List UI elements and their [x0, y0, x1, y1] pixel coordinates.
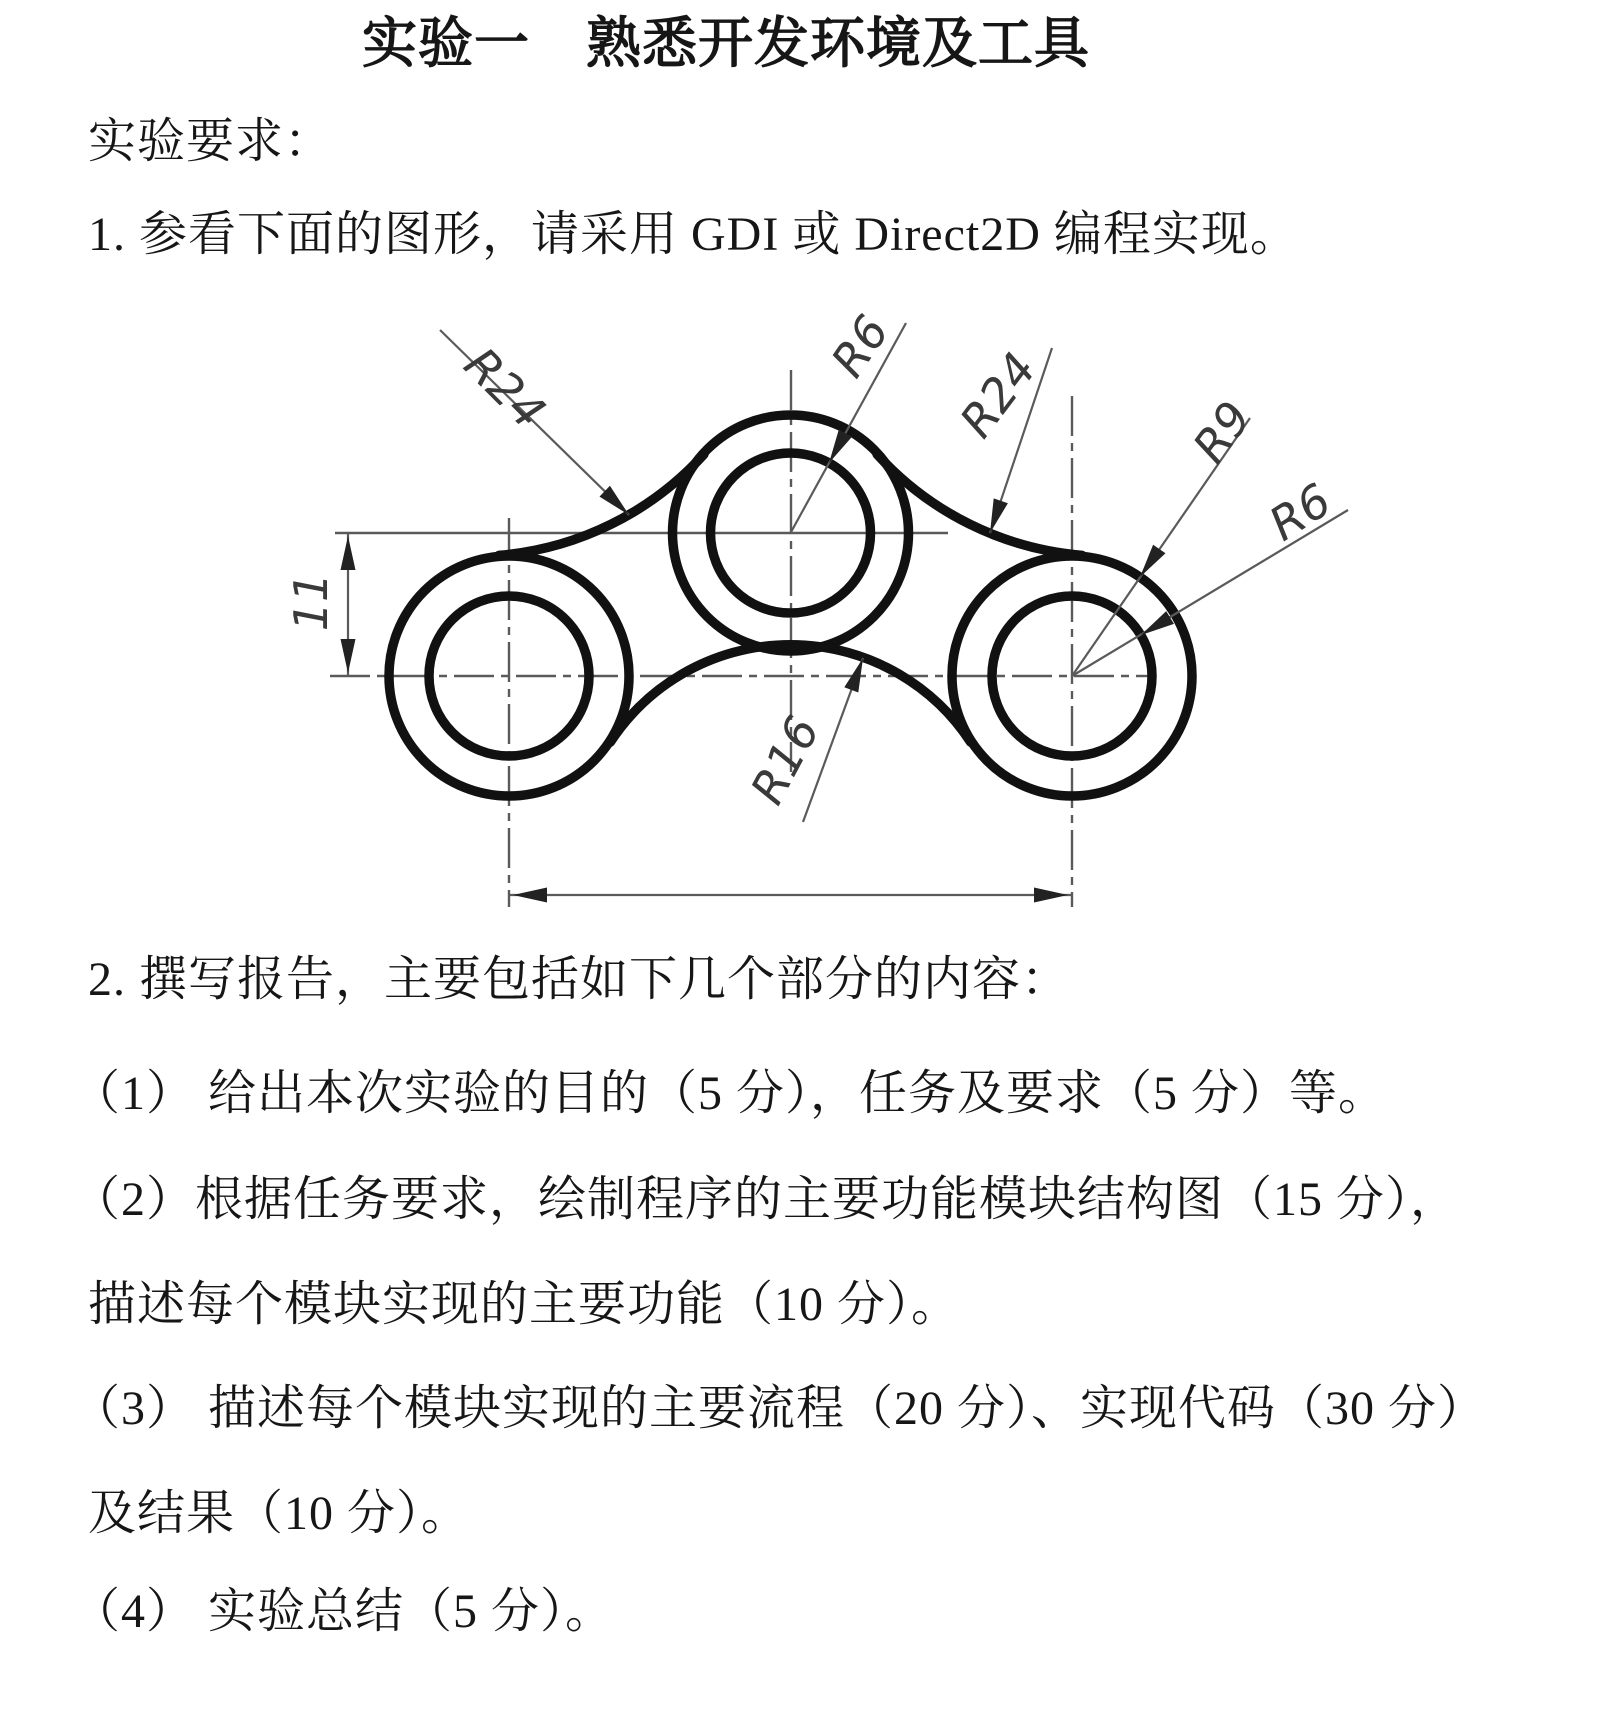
- label-r24-left: R24: [453, 336, 557, 440]
- task-2-item-1: （1） 给出本次实验的目的（5 分），任务及要求（5 分）等。: [72, 1067, 1388, 1120]
- arrowhead-dim11-up: [341, 536, 356, 570]
- arrowhead-r9-right: [1140, 545, 1166, 577]
- task-2-item-4: （4） 实验总结（5 分）。: [72, 1585, 615, 1638]
- arrowhead-bottom-left: [513, 888, 547, 903]
- task-2-item-2-line2: 描述每个模块实现的主要功能（10 分）。: [88, 1278, 961, 1331]
- label-r6-right: R6: [1259, 472, 1341, 552]
- arrowhead-r24-right: [990, 498, 1008, 533]
- task-2-item-3-line2: 及结果（10 分）。: [88, 1487, 471, 1540]
- dimension-labels: [284, 306, 1340, 813]
- label-r24-right: R24: [949, 342, 1047, 448]
- task-2: 2. 撰写报告，主要包括如下几个部分的内容：: [88, 953, 1071, 1006]
- arrowhead-r6-right: [1141, 611, 1174, 635]
- label-r6-middle: R6: [820, 305, 900, 387]
- page-title: 实验一 熟悉开发环境及工具: [362, 13, 1091, 74]
- arrowhead-bottom-right: [1034, 888, 1068, 903]
- leader-r24-left: [440, 330, 629, 515]
- arrowhead-dim11-down: [341, 639, 356, 673]
- arrowheads: [341, 430, 1175, 903]
- label-r16-bottom: R16: [739, 707, 831, 813]
- requirements-heading: 实验要求：: [88, 115, 334, 168]
- task-2-item-2-line1: （2）根据任务要求，绘制程序的主要功能模块结构图（15 分），: [72, 1173, 1460, 1226]
- label-dim-11: 11: [284, 572, 338, 632]
- label-r9-right: R9: [1182, 391, 1262, 473]
- task-2-item-3-line1: （3） 描述每个模块实现的主要流程（20 分）、实现代码（30 分）: [72, 1382, 1487, 1435]
- task-1: 1. 参看下面的图形，请采用 GDI 或 Direct2D 编程实现。: [88, 208, 1299, 261]
